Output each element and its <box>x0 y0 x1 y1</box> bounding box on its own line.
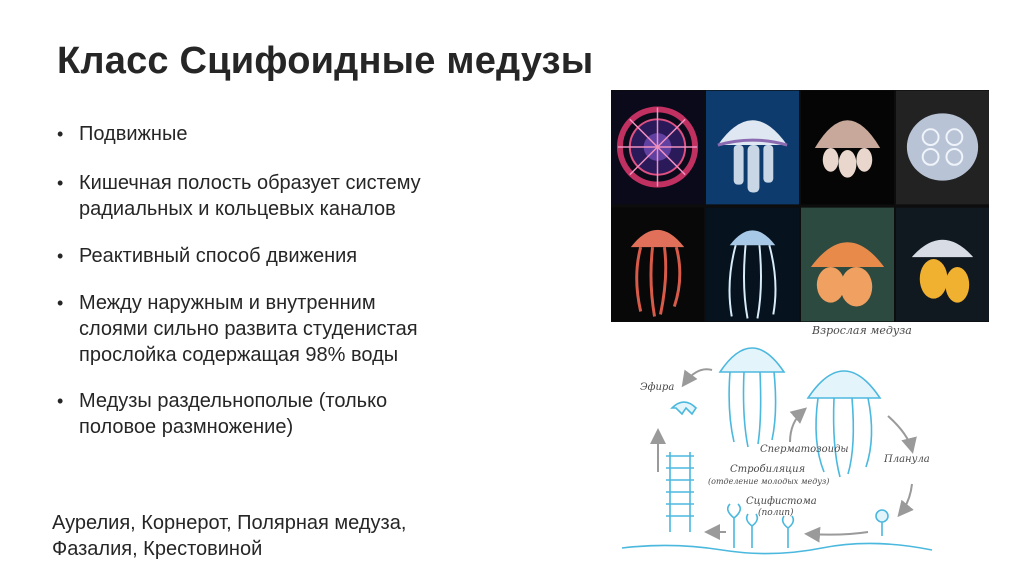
bullet-text: радиальных и кольцевых каналов <box>79 198 396 220</box>
bullet-marker: • <box>57 173 64 193</box>
slide-title: Класс Сцифоидные медузы <box>57 40 594 82</box>
bullet-item <box>57 290 577 368</box>
bullet-marker: • <box>57 246 64 266</box>
bullet-text: прослойка содержащая 98% воды <box>79 344 399 366</box>
label-sperm: Сперматозоиды <box>760 444 849 455</box>
jellyfish-photo-4 <box>896 90 989 205</box>
label-strobilation: Стробиляция <box>730 464 806 475</box>
bullet-marker: • <box>57 293 64 313</box>
species-line: Аурелия, Корнерот, Полярная медуза, <box>52 512 407 534</box>
label-planula: Планула <box>884 454 930 465</box>
label-ephyra: Эфира <box>640 382 675 393</box>
label-adult: Взрослая медуза <box>812 324 912 337</box>
bullet-marker: • <box>57 391 64 411</box>
jellyfish-photo-1 <box>611 90 704 205</box>
bullet-item <box>57 243 577 269</box>
bullet-text: Реактивный способ движения <box>79 245 358 267</box>
jellyfish-photo-7 <box>801 207 894 322</box>
jellyfish-photo-8 <box>896 207 989 322</box>
label-scyphistoma: Сцифистома <box>746 496 817 507</box>
jellyfish-photo-3 <box>801 90 894 205</box>
bullet-text: Кишечная полость образует систему <box>79 172 421 194</box>
jellyfish-photo-5 <box>611 207 704 322</box>
label-polyp: (полип) <box>758 508 794 518</box>
species-list <box>52 510 572 562</box>
bullet-text: половое размножение) <box>79 416 294 438</box>
lifecycle-diagram <box>612 322 942 567</box>
bullet-text: Подвижные <box>79 123 188 145</box>
bullet-item <box>57 388 577 440</box>
jellyfish-photo-2 <box>706 90 799 205</box>
bullet-text: Между наружным и внутренним <box>79 292 376 314</box>
bullet-text: Медузы раздельнополые (только <box>79 390 388 412</box>
label-strobilation-note: (отделение молодых медуз) <box>708 477 830 486</box>
bullet-list <box>57 121 577 440</box>
bullet-marker: • <box>57 124 64 144</box>
bullet-item <box>57 170 577 222</box>
jellyfish-photo-grid <box>611 90 989 322</box>
jellyfish-photo-6 <box>706 207 799 322</box>
species-line: Фазалия, Крестовиной <box>52 538 263 560</box>
bullet-text: слоями сильно развита студенистая <box>79 318 418 340</box>
bullet-item <box>57 121 577 147</box>
